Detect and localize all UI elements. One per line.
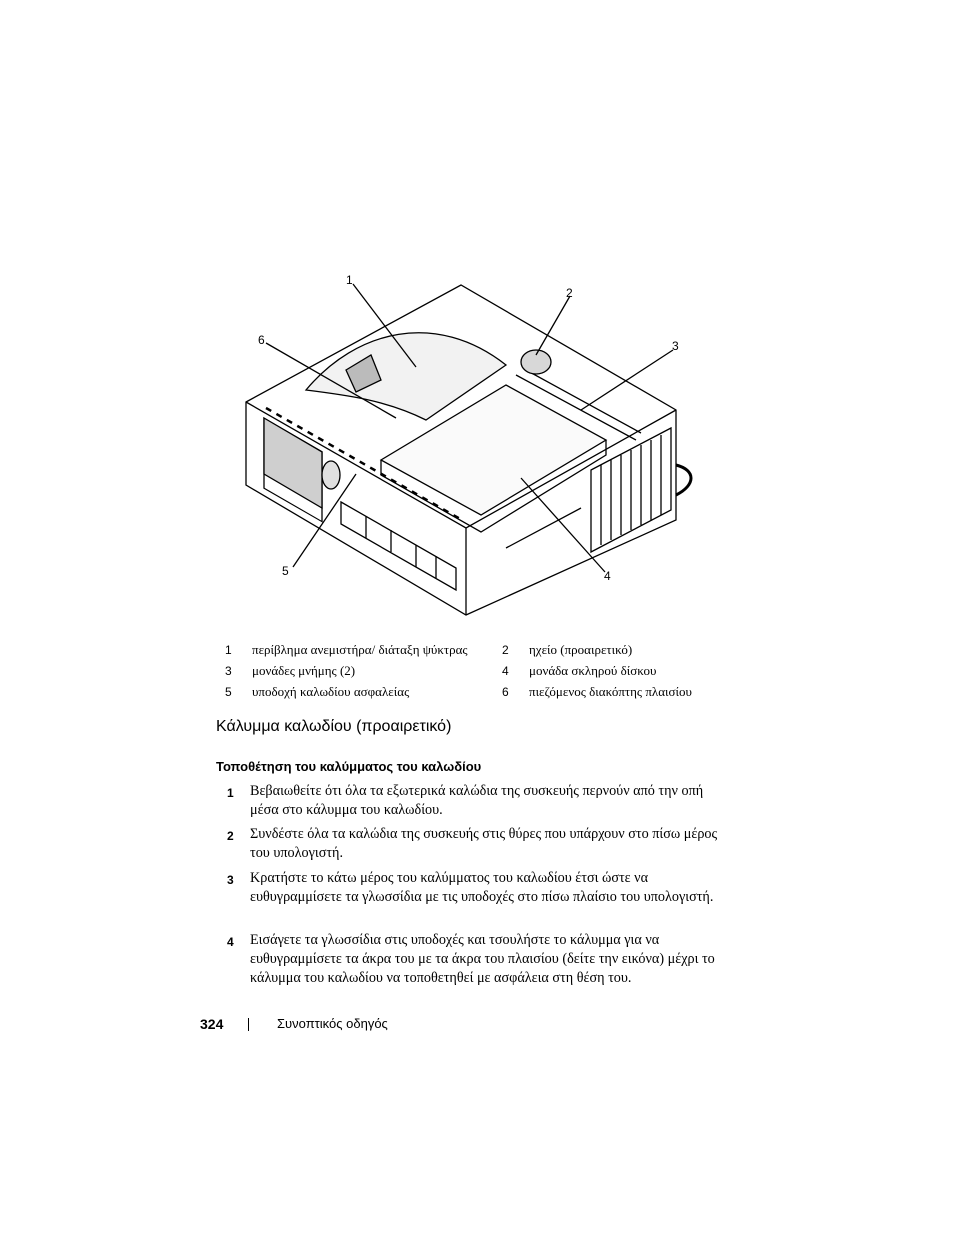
step-text: Εισάγετε τα γλωσσίδια στις υποδοχές και τσουλήστε το κάλυμμα για να ευθυγραμμίσετε τα άκρα του με τα άκρα του πλαισίου (δείτε την εικόνα) μέχρι το κάλυμμα του καλωδίου να τοποθετηθεί με ασφάλεια στη θέση του. bbox=[250, 932, 715, 986]
legend-num: 6 bbox=[502, 685, 509, 699]
callout-6: 6 bbox=[258, 333, 265, 347]
step-number: 2 bbox=[227, 829, 234, 843]
step-number: 4 bbox=[227, 935, 234, 949]
footer-separator bbox=[248, 1018, 249, 1031]
legend-num: 3 bbox=[225, 664, 232, 678]
legend-text: πιεζόμενος διακόπτης πλαισίου bbox=[529, 684, 692, 699]
legend-num: 5 bbox=[225, 685, 232, 699]
step-text: Κρατήστε το κάτω μέρος του καλύμματος του καλωδίου έτσι ώστε να ευθυγραμμίσετε τα γλωσσίδια με τις υποδοχές στο πίσω πλαίσιο του υπολογιστή. bbox=[250, 870, 714, 905]
legend-text: υποδοχή καλωδίου ασφαλείας bbox=[252, 684, 410, 699]
step-text: Συνδέστε όλα τα καλώδια της συσκευής στις θύρες που υπάρχουν στο πίσω μέρος του υπολογιστή. bbox=[250, 826, 718, 861]
legend-text: ηχείο (προαιρετικό) bbox=[529, 642, 633, 657]
computer-chassis-figure bbox=[236, 270, 706, 620]
step-text: Βεβαιωθείτε ότι όλα τα εξωτερικά καλώδια της συσκευής περνούν από την οπή μέσα στο κάλυμμα του καλωδίου. bbox=[250, 783, 704, 818]
legend-text: μονάδες μνήμης (2) bbox=[252, 663, 356, 678]
step-number: 1 bbox=[227, 786, 234, 800]
legend-text: μονάδα σκληρού δίσκου bbox=[529, 663, 657, 678]
subsection-title: Τοποθέτηση του καλύμματος του καλωδίου bbox=[216, 759, 482, 774]
legend-num: 4 bbox=[502, 664, 509, 678]
callout-3: 3 bbox=[672, 339, 679, 353]
callout-4: 4 bbox=[604, 569, 611, 583]
section-title: Κάλυμμα καλωδίου (προαιρετικό) bbox=[216, 718, 452, 735]
legend-num: 1 bbox=[225, 643, 232, 657]
legend-text: περίβλημα ανεμιστήρα/ διάταξη ψύκτρας bbox=[252, 642, 468, 657]
chassis-drawing bbox=[236, 270, 706, 620]
footer-title: Συνοπτικός οδηγός bbox=[277, 1016, 388, 1031]
page-number: 324 bbox=[200, 1016, 224, 1032]
callout-1: 1 bbox=[346, 273, 353, 287]
callout-5: 5 bbox=[282, 564, 289, 578]
step-number: 3 bbox=[227, 873, 234, 887]
callout-2: 2 bbox=[566, 286, 573, 300]
legend-num: 2 bbox=[502, 643, 509, 657]
